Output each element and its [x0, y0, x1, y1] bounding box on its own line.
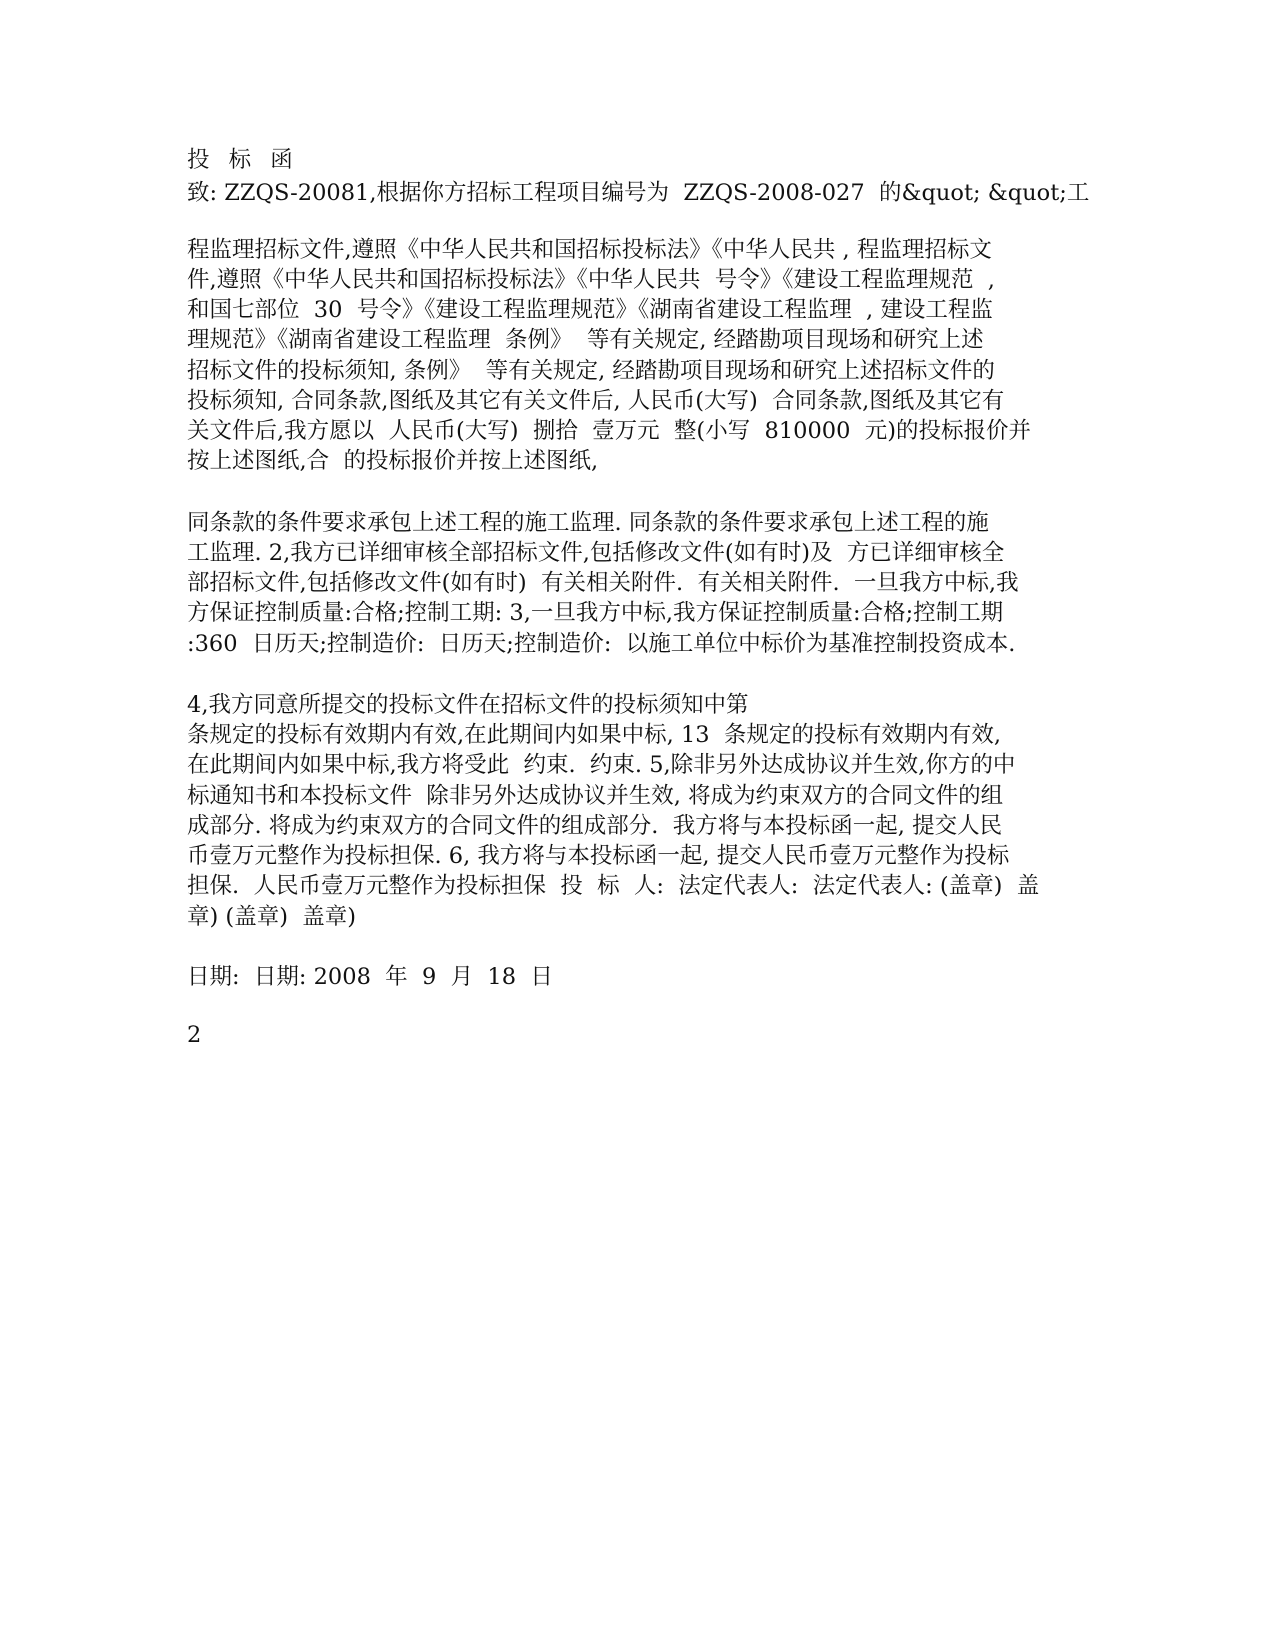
text-line: 件,遵照《中华人民共和国招标投标法》《中华人民共 号令》《建设工程监理规范 , [187, 267, 995, 293]
text-line: 成部分. 将成为约束双方的合同文件的组成部分. 我方将与本投标函一起, 提交人民 [187, 813, 1003, 839]
text-line: 致: ZZQS-20081,根据你方招标工程项目编号为 ZZQS-2008-027 的&quot; &quot;工 [187, 180, 1090, 206]
text-line: 同条款的条件要求承包上述工程的施工监理. 同条款的条件要求承包上述工程的施 [187, 510, 989, 536]
text-line: 方保证控制质量:合格;控制工期: 3,一旦我方中标,我方保证控制质量:合格;控制工期 [187, 600, 1004, 626]
text-line: :360 日历天;控制造价: 日历天;控制造价: 以施工单位中标价为基准控制投资成本. [187, 631, 1016, 657]
text-line: 在此期间内如果中标,我方将受此 约束. 约束. 5,除非另外达成协议并生效,你方的中 [187, 752, 1016, 778]
text-line: 按上述图纸,合 的投标报价并按上述图纸, [187, 448, 599, 474]
text-line: 关文件后,我方愿以 人民币(大写) 捌拾 壹万元 整(小写 810000 元)的投标报价并 [187, 418, 1031, 444]
page-number: 2 [187, 1022, 202, 1048]
text-line: 币壹万元整作为投标担保. 6, 我方将与本投标函一起, 提交人民币壹万元整作为投标 [187, 843, 1010, 869]
text-line: 理规范》《湖南省建设工程监理 条例》 等有关规定, 经踏勘项目现场和研究上述 [187, 327, 984, 353]
text-line: 标通知书和本投标文件 除非另外达成协议并生效, 将成为约束双方的合同文件的组 [187, 783, 1004, 809]
text-line: 和国七部位 30 号令》《建设工程监理规范》《湖南省建设工程监理 , 建设工程监 [187, 297, 993, 323]
text-line: 章) (盖章) 盖章) [187, 904, 357, 930]
text-line: 工监理. 2,我方已详细审核全部招标文件,包括修改文件(如有时)及 方已详细审核全 [187, 540, 1005, 566]
document-title: 投 标 函 [187, 147, 299, 173]
text-line: 程监理招标文件,遵照《中华人民共和国招标投标法》《中华人民共 , 程监理招标文 [187, 237, 992, 263]
text-line: 担保. 人民币壹万元整作为投标担保 投 标 人: 法定代表人: 法定代表人: (盖章) 盖 [187, 873, 1040, 899]
text-line: 4,我方同意所提交的投标文件在招标文件的投标须知中第 [187, 692, 749, 718]
text-line: 部招标文件,包括修改文件(如有时) 有关相关附件. 有关相关附件. 一旦我方中标,我 [187, 570, 1019, 596]
text-line: 投标须知, 合同条款,图纸及其它有关文件后, 人民币(大写) 合同条款,图纸及其它有 [187, 388, 1005, 414]
text-line: 招标文件的投标须知, 条例》 等有关规定, 经踏勘项目现场和研究上述招标文件的 [187, 358, 995, 384]
date-line: 日期: 日期: 2008 年 9 月 18 日 [187, 964, 553, 990]
text-line: 条规定的投标有效期内有效,在此期间内如果中标, 13 条规定的投标有效期内有效, [187, 722, 1002, 748]
